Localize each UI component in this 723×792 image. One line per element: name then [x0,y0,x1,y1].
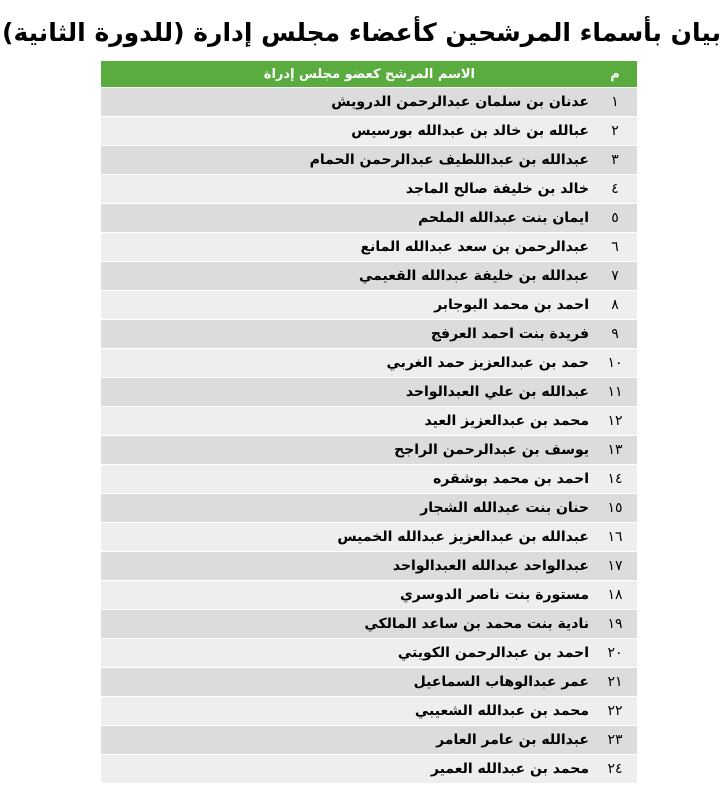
header-number: م [610,66,620,82]
candidate-name: عبدالله بن عبدالعزيز عبدالله الخميس [337,529,589,545]
row-number: ١٣ [607,442,623,458]
row-number: ٢٤ [607,761,623,777]
candidate-name: عدنان بن سلمان عبدالرحمن الدرويش [331,94,589,110]
row-number: ١٨ [607,587,623,603]
row-number: ٢٣ [607,732,623,748]
candidate-name: عبدالرحمن بن سعد عبدالله المانع [360,239,589,255]
table-row [101,146,637,175]
table-row [101,407,637,436]
candidate-name: محمد بن عبدالله الشعيبي [414,703,589,719]
candidate-name: عبدالله بن عامر العامر [436,732,589,748]
row-number: ١٥ [607,500,623,516]
candidate-name: فريدة بنت احمد العرفج [430,326,589,342]
table-row [101,494,637,523]
table-row [101,755,637,784]
candidate-name: مستورة بنت ناصر الدوسري [399,587,589,603]
row-number: ٦ [611,239,619,255]
table-row [101,465,637,494]
candidate-name: عبدالله بن خليفة عبدالله القعيمي [359,268,589,284]
header-name: الاسم المرشح كعضو مجلس إدراة [263,66,475,82]
candidate-name: محمد بن عبدالله العمير [430,761,589,777]
table-row [101,117,637,146]
row-number: ١٧ [607,558,623,574]
table-row [101,320,637,349]
candidate-name: يوسف بن عبدالرحمن الراجح [394,442,589,458]
row-number: ٢١ [607,674,623,690]
row-number: ٤ [611,181,619,197]
candidate-name: خالد بن خليفة صالح الماجد [405,181,589,197]
table-row [101,349,637,378]
table-row [101,610,637,639]
candidate-name: احمد بن عبدالرحمن الكويتي [397,645,589,661]
table-row [101,726,637,755]
row-number: ٧ [611,268,619,284]
candidate-name: عمر عبدالوهاب السماعيل [413,674,589,690]
candidate-name: عبدالله بن علي العبدالواحد [405,384,589,400]
page-title: بيان بأسماء المرشحين كأعضاء مجلس إدارة (للدورة الثانية) [2,18,721,47]
table-row [101,697,637,726]
table-row [101,88,637,117]
row-number: ٢٠ [607,645,623,661]
table-row [101,639,637,668]
candidate-name: عبالله بن خالد بن عبدالله بورسيس [351,123,589,139]
table-row [101,436,637,465]
row-number: ٢٢ [607,703,623,719]
table-row [101,204,637,233]
candidate-name: حمد بن عبدالعزيز حمد الغربي [386,355,589,371]
table-row [101,552,637,581]
row-number: ١١ [607,384,623,400]
table-row [101,175,637,204]
candidate-name: احمد بن محمد بوشقره [433,471,589,487]
row-number: ٩ [611,326,619,342]
candidates-table [101,61,637,784]
table-header [101,61,637,88]
table-row [101,581,637,610]
row-number: ١٦ [607,529,623,545]
row-number: ١٩ [607,616,623,632]
table-row [101,262,637,291]
candidate-name: حنان بنت عبدالله الشجار [420,500,589,516]
candidate-name: عبدالله بن عبداللطيف عبدالرحمن الحمام [309,152,589,168]
candidate-name: نادية بنت محمد بن ساعد المالكي [364,616,589,632]
candidate-name: ايمان بنت عبدالله الملحم [418,210,589,226]
candidate-name: محمد بن عبدالعزيز العيد [424,413,589,429]
row-number: ٥ [611,210,619,226]
table-row [101,291,637,320]
table-row [101,378,637,407]
row-number: ١٠ [607,355,623,371]
candidate-name: احمد بن محمد البوجابر [434,297,589,313]
table-row [101,668,637,697]
row-number: ١٢ [607,413,623,429]
row-number: ٣ [611,152,619,168]
row-number: ١ [611,94,619,110]
row-number: ٨ [611,297,619,313]
row-number: ١٤ [607,471,623,487]
table-row [101,233,637,262]
candidate-name: عبدالواحد عبدالله العبدالواحد [392,558,589,574]
table-row [101,523,637,552]
row-number: ٢ [611,123,619,139]
